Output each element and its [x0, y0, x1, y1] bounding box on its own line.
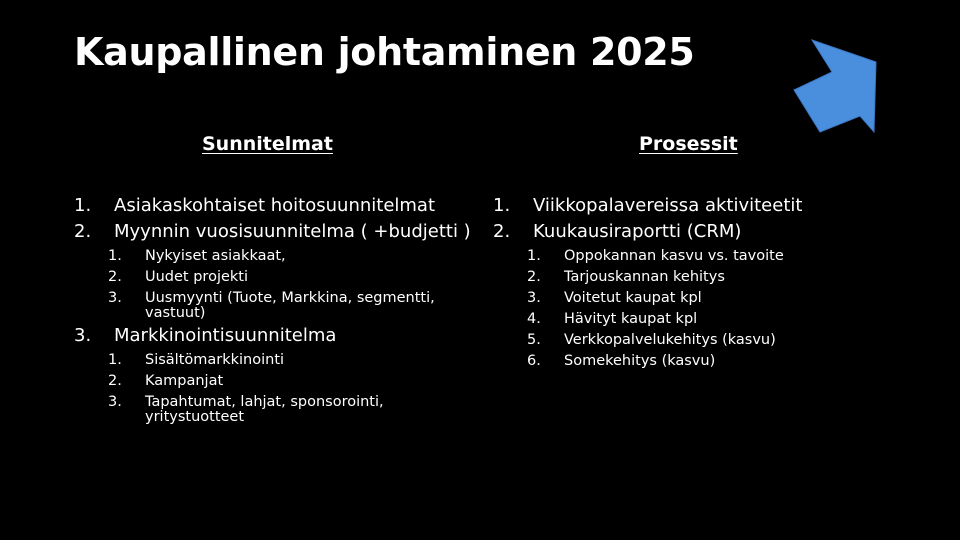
list-text: Tarjouskannan kehitys	[564, 269, 725, 285]
list-number: 2.	[527, 269, 541, 285]
list-item	[74, 197, 474, 215]
sub-list-item	[527, 312, 893, 327]
list-number: 3.	[527, 290, 541, 306]
list-number: 2.	[74, 221, 92, 242]
plans-list	[74, 197, 474, 431]
sub-list-item	[527, 354, 893, 369]
list-number: 1.	[108, 352, 122, 368]
processes-list	[493, 197, 893, 375]
slide-title: Kaupallinen johtaminen 2025	[74, 30, 695, 74]
sub-list-item	[108, 249, 474, 264]
list-number: 2.	[108, 373, 122, 389]
list-item	[493, 223, 893, 241]
list-text: Markkinointisuunnitelma	[114, 325, 337, 346]
list-text: Nykyiset asiakkaat,	[145, 248, 286, 264]
list-number: 3.	[108, 394, 122, 410]
list-number: 1.	[108, 248, 122, 264]
list-text: Uusmyynti (Tuote, Markkina, segmentti, vastuut)	[145, 290, 435, 321]
list-item	[74, 223, 474, 241]
up-right-arrow-icon	[790, 36, 882, 136]
sub-list-item	[108, 374, 474, 389]
list-number: 3.	[74, 325, 92, 346]
list-text: Hävityt kaupat kpl	[564, 311, 698, 327]
list-text: Viikkopalavereissa aktiviteetit	[533, 195, 803, 216]
list-text: Voitetut kaupat kpl	[564, 290, 702, 306]
plans-heading: Sunnitelmat	[202, 133, 333, 155]
list-number: 1.	[74, 195, 92, 216]
list-text: Asiakaskohtaiset hoitosuunnitelmat	[114, 195, 436, 216]
list-text: Tapahtumat, lahjat, sponsorointi, yritystuotteet	[145, 394, 384, 425]
sub-list-item	[527, 270, 893, 285]
list-number: 6.	[527, 353, 541, 369]
list-number: 1.	[493, 195, 511, 216]
sub-list-item	[108, 395, 474, 425]
sub-list-item	[108, 353, 474, 368]
sub-list-item	[527, 291, 893, 306]
list-text: Somekehitys (kasvu)	[564, 353, 716, 369]
list-number: 4.	[527, 311, 541, 327]
list-number: 1.	[527, 248, 541, 264]
sub-list-item	[527, 249, 893, 264]
sub-list-item	[108, 270, 474, 285]
sub-list-item	[527, 333, 893, 348]
list-text: Verkkopalvelukehitys (kasvu)	[564, 332, 776, 348]
list-text: Oppokannan kasvu vs. tavoite	[564, 248, 784, 264]
list-number: 3.	[108, 290, 122, 306]
list-text: Kampanjat	[145, 373, 224, 389]
list-number: 5.	[527, 332, 541, 348]
list-number: 2.	[108, 269, 122, 285]
processes-heading: Prosessit	[639, 133, 738, 155]
list-text: Kuukausiraportti (CRM)	[533, 221, 742, 242]
list-number: 2.	[493, 221, 511, 242]
list-item	[74, 327, 474, 345]
list-text: Myynnin vuosisuunnitelma ( +budjetti )	[114, 221, 471, 242]
list-text: Sisältömarkkinointi	[145, 352, 285, 368]
list-text: Uudet projekti	[145, 269, 249, 285]
sub-list-item	[108, 291, 474, 321]
list-item	[493, 197, 893, 215]
